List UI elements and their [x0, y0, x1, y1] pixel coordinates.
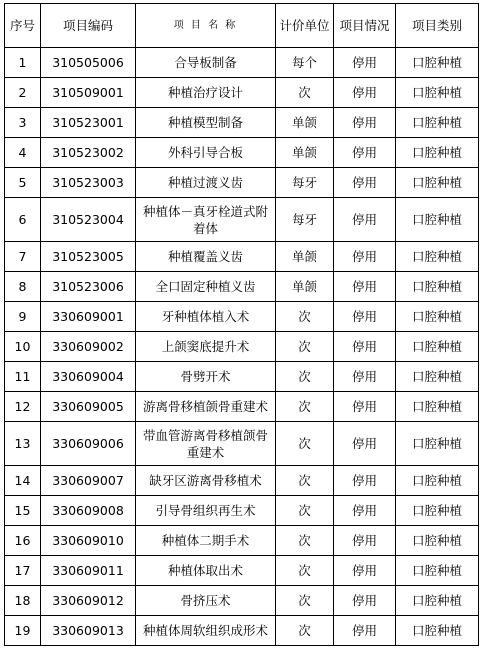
table-row: [5, 272, 479, 302]
header-category: 项目类别: [396, 4, 479, 48]
cell-name: 种植体二期手术: [136, 526, 276, 556]
cell-seq: 19: [5, 616, 41, 646]
cell-code: 330609011: [41, 556, 136, 586]
cell-category: 口腔种植: [396, 108, 479, 138]
cell-seq: 6: [5, 198, 41, 242]
cell-name: 牙种植体植入术: [136, 302, 276, 332]
cell-seq: 3: [5, 108, 41, 138]
cell-category: 口腔种植: [396, 48, 479, 78]
cell-seq: 2: [5, 78, 41, 108]
cell-seq: 1: [5, 48, 41, 78]
cell-name: 种植覆盖义齿: [136, 242, 276, 272]
cell-category: 口腔种植: [396, 272, 479, 302]
cell-code: 310523003: [41, 168, 136, 198]
header-seq: 序号: [5, 4, 41, 48]
cell-unit: 单颌: [276, 242, 334, 272]
cell-seq: 8: [5, 272, 41, 302]
header-unit: 计价单位: [276, 4, 334, 48]
header-row: [5, 4, 479, 48]
cell-seq: 13: [5, 422, 41, 466]
cell-status: 停用: [334, 496, 396, 526]
table-row: [5, 48, 479, 78]
cell-category: 口腔种植: [396, 466, 479, 496]
cell-code: 330609006: [41, 422, 136, 466]
cell-unit: 次: [276, 466, 334, 496]
cell-status: 停用: [334, 362, 396, 392]
cell-code: 310523006: [41, 272, 136, 302]
cell-name: 种植体－真牙栓道式附着体: [136, 198, 276, 242]
cell-unit: 次: [276, 302, 334, 332]
cell-name: 外科引导合板: [136, 138, 276, 168]
cell-code: 310523001: [41, 108, 136, 138]
cell-name: 种植体周软组织成形术: [136, 616, 276, 646]
cell-status: 停用: [334, 198, 396, 242]
cell-seq: 9: [5, 302, 41, 332]
cell-unit: 次: [276, 422, 334, 466]
cell-unit: 次: [276, 526, 334, 556]
cell-category: 口腔种植: [396, 392, 479, 422]
cell-code: 310523005: [41, 242, 136, 272]
cell-code: 330609002: [41, 332, 136, 362]
cell-name: 骨劈开术: [136, 362, 276, 392]
cell-code: 330609007: [41, 466, 136, 496]
cell-code: 310523004: [41, 198, 136, 242]
table-row: [5, 332, 479, 362]
header-code: 项目编码: [41, 4, 136, 48]
cell-name: 种植体取出术: [136, 556, 276, 586]
cell-category: 口腔种植: [396, 198, 479, 242]
cell-seq: 18: [5, 586, 41, 616]
table-row: [5, 466, 479, 496]
table-row: [5, 422, 479, 466]
cell-category: 口腔种植: [396, 302, 479, 332]
cell-name: 带血管游离骨移植颌骨重建术: [136, 422, 276, 466]
cell-unit: 次: [276, 362, 334, 392]
cell-seq: 7: [5, 242, 41, 272]
table-row: [5, 138, 479, 168]
cell-seq: 12: [5, 392, 41, 422]
cell-seq: 16: [5, 526, 41, 556]
cell-unit: 单颌: [276, 108, 334, 138]
cell-unit: 次: [276, 586, 334, 616]
cell-code: 330609001: [41, 302, 136, 332]
cell-status: 停用: [334, 302, 396, 332]
cell-unit: 每个: [276, 48, 334, 78]
cell-category: 口腔种植: [396, 496, 479, 526]
cell-category: 口腔种植: [396, 332, 479, 362]
cell-name: 合导板制备: [136, 48, 276, 78]
header-status: 项目情况: [334, 4, 396, 48]
cell-category: 口腔种植: [396, 242, 479, 272]
cell-seq: 5: [5, 168, 41, 198]
cell-unit: 次: [276, 616, 334, 646]
table-row: [5, 362, 479, 392]
cell-seq: 4: [5, 138, 41, 168]
cell-category: 口腔种植: [396, 78, 479, 108]
cell-status: 停用: [334, 616, 396, 646]
cell-status: 停用: [334, 422, 396, 466]
cell-status: 停用: [334, 392, 396, 422]
cell-name: 引导骨组织再生术: [136, 496, 276, 526]
cell-status: 停用: [334, 556, 396, 586]
cell-category: 口腔种植: [396, 138, 479, 168]
cell-code: 330609004: [41, 362, 136, 392]
cell-code: 310505006: [41, 48, 136, 78]
cell-category: 口腔种植: [396, 526, 479, 556]
cell-category: 口腔种植: [396, 168, 479, 198]
cell-code: 330609013: [41, 616, 136, 646]
table-row: [5, 242, 479, 272]
cell-seq: 14: [5, 466, 41, 496]
cell-status: 停用: [334, 466, 396, 496]
cell-unit: 次: [276, 556, 334, 586]
cell-name: 种植治疗设计: [136, 78, 276, 108]
cell-category: 口腔种植: [396, 422, 479, 466]
cell-unit: 每牙: [276, 198, 334, 242]
cell-seq: 17: [5, 556, 41, 586]
cell-unit: 次: [276, 332, 334, 362]
cell-unit: 次: [276, 496, 334, 526]
cell-unit: 单颌: [276, 138, 334, 168]
cell-unit: 单颌: [276, 272, 334, 302]
table-row: [5, 78, 479, 108]
cell-status: 停用: [334, 78, 396, 108]
table-row: [5, 198, 479, 242]
cell-name: 缺牙区游离骨移植术: [136, 466, 276, 496]
table-row: [5, 168, 479, 198]
cell-name: 种植过渡义齿: [136, 168, 276, 198]
cell-code: 330609008: [41, 496, 136, 526]
cell-status: 停用: [334, 242, 396, 272]
cell-status: 停用: [334, 332, 396, 362]
cell-unit: 每牙: [276, 168, 334, 198]
table-body: [5, 48, 479, 646]
cell-code: 330609010: [41, 526, 136, 556]
cell-status: 停用: [334, 526, 396, 556]
cell-name: 上颌窦底提升术: [136, 332, 276, 362]
cell-category: 口腔种植: [396, 616, 479, 646]
cell-code: 330609012: [41, 586, 136, 616]
cell-status: 停用: [334, 586, 396, 616]
cell-status: 停用: [334, 272, 396, 302]
cell-unit: 次: [276, 78, 334, 108]
cell-code: 310509001: [41, 78, 136, 108]
table-row: [5, 302, 479, 332]
cell-category: 口腔种植: [396, 362, 479, 392]
table-row: [5, 392, 479, 422]
cell-unit: 次: [276, 392, 334, 422]
cell-name: 游离骨移植颌骨重建术: [136, 392, 276, 422]
cell-seq: 11: [5, 362, 41, 392]
cell-code: 310523002: [41, 138, 136, 168]
cell-status: 停用: [334, 48, 396, 78]
table-row: [5, 586, 479, 616]
cell-seq: 10: [5, 332, 41, 362]
cell-name: 种植模型制备: [136, 108, 276, 138]
table-row: [5, 526, 479, 556]
cell-status: 停用: [334, 108, 396, 138]
table-row: [5, 496, 479, 526]
header-name: 项 目 名 称: [136, 4, 276, 48]
cell-seq: 15: [5, 496, 41, 526]
table-row: [5, 108, 479, 138]
cell-code: 330609005: [41, 392, 136, 422]
cell-status: 停用: [334, 168, 396, 198]
table-row: [5, 616, 479, 646]
cell-category: 口腔种植: [396, 556, 479, 586]
table-row: [5, 556, 479, 586]
cell-status: 停用: [334, 138, 396, 168]
cell-name: 骨挤压术: [136, 586, 276, 616]
project-table: [4, 3, 479, 646]
cell-name: 全口固定种植义齿: [136, 272, 276, 302]
cell-category: 口腔种植: [396, 586, 479, 616]
